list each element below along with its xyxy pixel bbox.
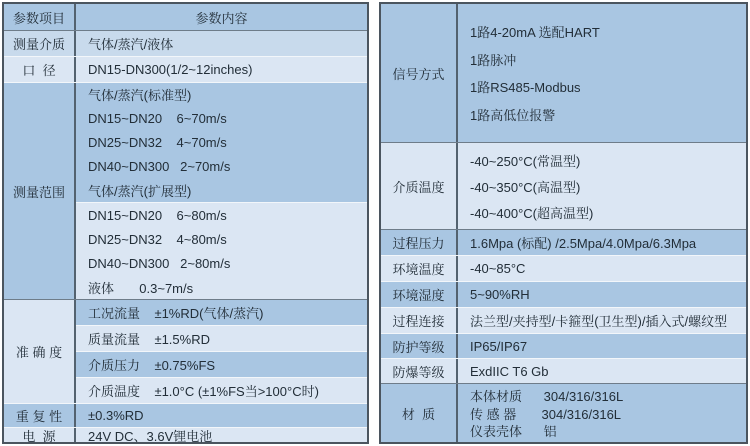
range-line: DN25~DN32 4~70m/s [88, 135, 227, 151]
param-label: 介质温度 [381, 143, 458, 229]
param-label: 环境温度 [381, 256, 458, 281]
param-value: -40~85°C [470, 261, 526, 276]
range-extended-block [76, 202, 367, 299]
row-protection-rating [381, 333, 746, 358]
medium-temp-line: -40~250°C(常温型) [470, 153, 581, 169]
param-label: 防护等级 [381, 334, 458, 358]
right-parameters-table [379, 2, 748, 444]
param-label: 测量范围 [4, 83, 76, 299]
row-accuracy [4, 299, 367, 403]
range-line: DN25~DN32 4~80m/s [88, 231, 227, 247]
row-signal-type [381, 4, 746, 142]
param-value: DN15-DN300(1/2~12inches) [88, 62, 253, 77]
header-param-name: 参数项目 [4, 4, 76, 30]
signal-line: 1路高低位报警 [470, 107, 556, 123]
range-line: 气体/蒸汽(扩展型) [88, 184, 192, 199]
range-line: 液体 0.3~7m/s [88, 280, 194, 296]
accuracy-line: 工况流量 ±1%RD(气体/蒸汽) [76, 300, 367, 325]
accuracy-values [76, 300, 367, 403]
param-label: 重 复 性 [4, 404, 76, 427]
row-ambient-temperature [381, 255, 746, 281]
param-value: 法兰型/夹持型/卡箍型(卫生型)/插入式/螺纹型 [470, 314, 728, 329]
signal-line: 1路4-20mA 选配HART [470, 25, 600, 41]
param-value: 24V DC、3.6V锂电池 [88, 428, 213, 444]
row-process-connection [381, 307, 746, 333]
param-label: 材 质 [381, 384, 458, 442]
range-line: DN15~DN20 6~70m/s [88, 111, 227, 127]
param-label: 过程连接 [381, 308, 458, 333]
param-value: IP65/IP67 [470, 338, 528, 354]
row-material [381, 383, 746, 442]
param-label: 电 源 [4, 428, 76, 442]
param-label: 测量介质 [4, 31, 76, 56]
row-medium-temperature [381, 142, 746, 229]
header-param-content: 参数内容 [195, 10, 248, 26]
medium-temp-line: -40~350°C(高温型) [470, 179, 581, 195]
row-ambient-humidity [381, 281, 746, 307]
param-value: 1.6Mpa (标配) /2.5Mpa/4.0Mpa/6.3Mpa [470, 236, 697, 251]
range-line: DN15~DN20 6~80m/s [88, 207, 227, 223]
param-label: 口 径 [4, 57, 76, 82]
row-measuring-medium [4, 30, 367, 56]
material-line: 传 感 器 304/316/316L [470, 406, 622, 422]
material-line: 仪表壳体 铝 [470, 423, 557, 439]
param-label: 过程压力 [381, 230, 458, 255]
range-line: DN40~DN300 2~80m/s [88, 255, 231, 271]
param-value: ExdIIC T6 Gb [470, 363, 549, 379]
param-label: 准 确 度 [4, 300, 76, 403]
param-label: 环境湿度 [381, 282, 458, 307]
accuracy-line: 介质温度 ±1.0°C (±1%FS当>100°C时) [76, 377, 367, 403]
row-diameter [4, 56, 367, 82]
row-explosion-proof-rating [381, 358, 746, 383]
measuring-range-values [76, 83, 367, 299]
material-values [458, 384, 746, 442]
left-parameters-table [2, 2, 369, 444]
param-value: ±0.3%RD [88, 408, 144, 423]
signal-line: 1路RS485-Modbus [470, 80, 581, 96]
param-label: 信号方式 [381, 4, 458, 142]
accuracy-line: 质量流量 ±1.5%RD [76, 325, 367, 351]
row-process-pressure [381, 229, 746, 255]
accuracy-line: 介质压力 ±0.75%FS [76, 351, 367, 377]
row-measuring-range [4, 82, 367, 299]
range-line: 气体/蒸汽(标准型) [88, 88, 192, 104]
range-standard-block [76, 83, 367, 202]
medium-temp-line: -40~400°C(超高温型) [470, 205, 594, 221]
param-label: 防爆等级 [381, 359, 458, 383]
row-power [4, 427, 367, 442]
row-repeatability [4, 403, 367, 427]
medium-temperature-values [458, 143, 746, 229]
range-line: DN40~DN300 2~70m/s [88, 159, 231, 175]
param-value: 气体/蒸汽/液体 [88, 37, 174, 52]
param-value: 5~90%RH [470, 287, 530, 302]
signal-line: 1路脉冲 [470, 52, 517, 68]
table-header-row [4, 4, 367, 30]
signal-values [458, 4, 746, 142]
material-line: 本体材质 304/316/316L [470, 389, 624, 405]
